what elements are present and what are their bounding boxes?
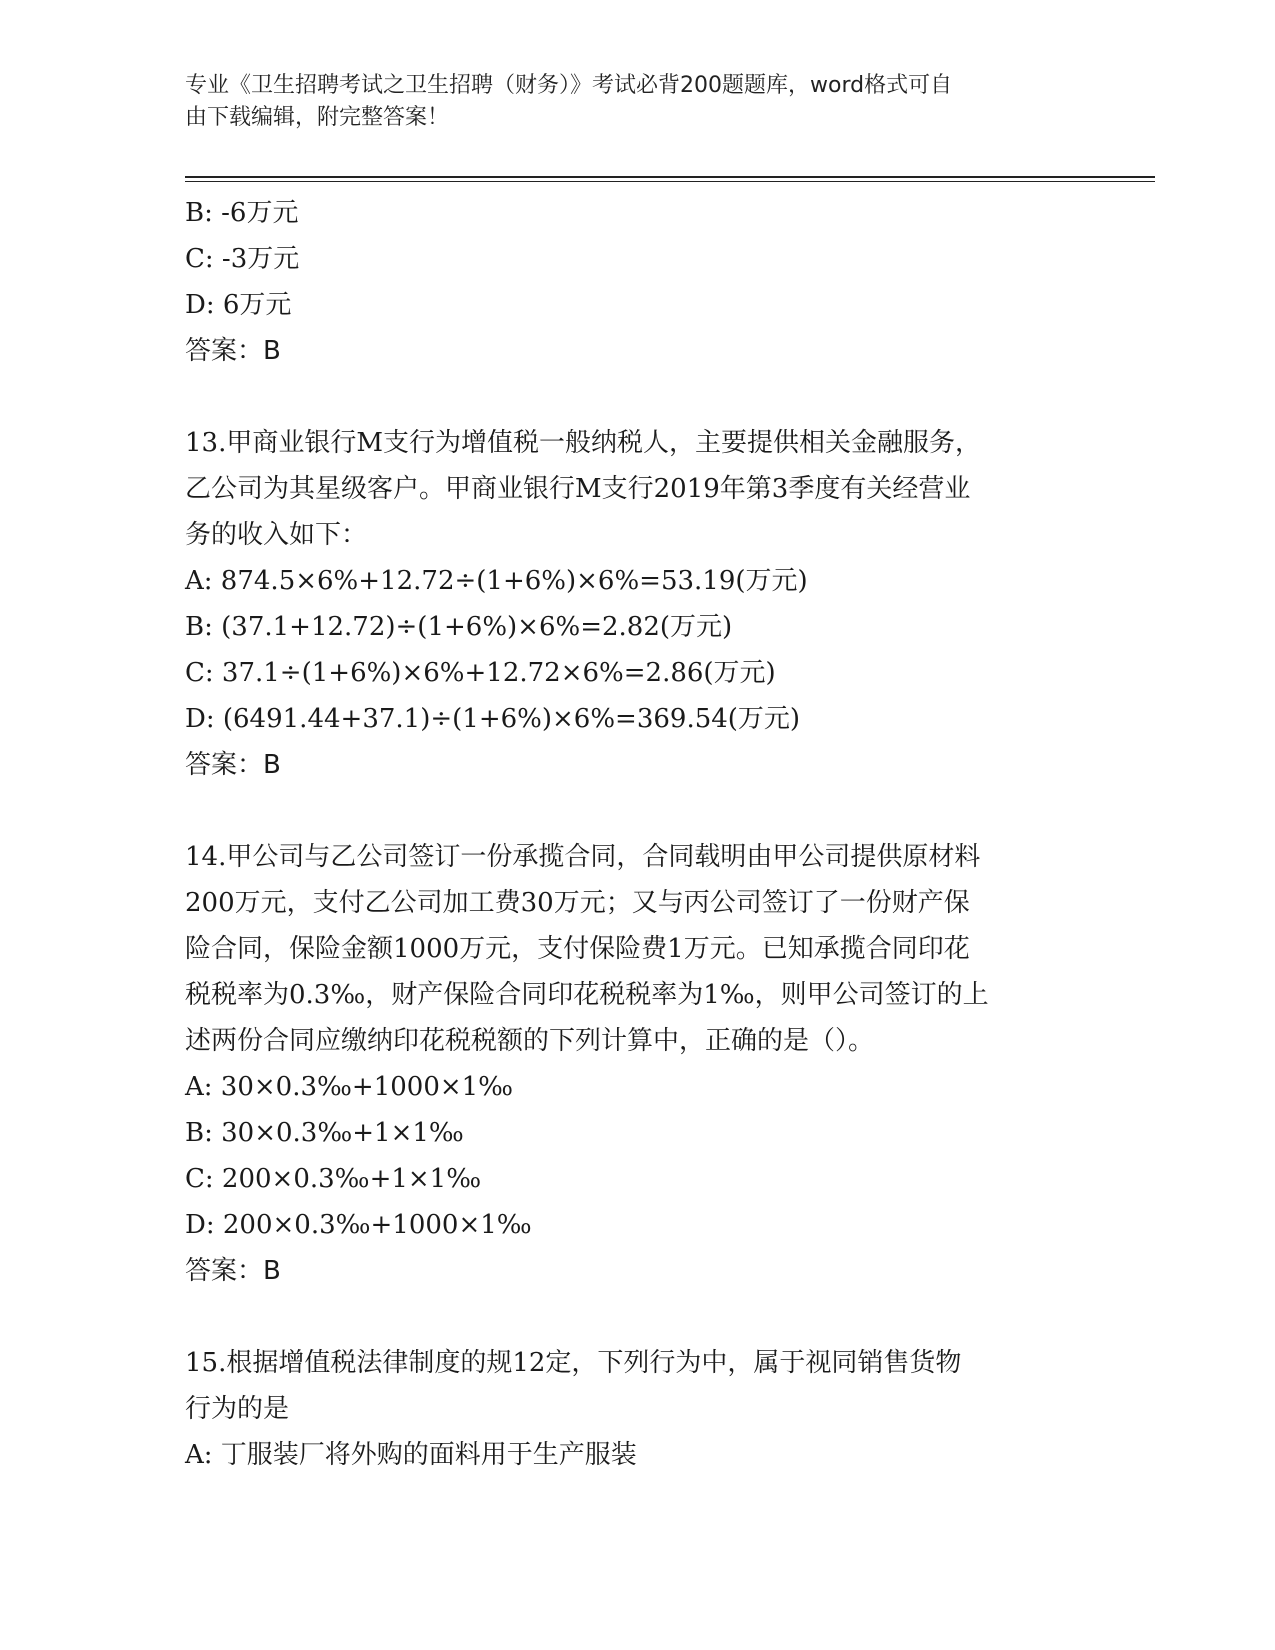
answer-line: 答案：B [185,336,281,366]
question-12-tail [185,190,1085,374]
question-text-line: 13.甲商业银行M支行为增值税一般纳税人，主要提供相关金融服务， [185,428,981,458]
header-line-1: 专业《卫生招聘考试之卫生招聘（财务）》考试必背200题题库，word格式可自 [185,73,953,98]
spacer [185,374,1085,420]
option-d: D: 6万元 [185,290,292,320]
option-c: C: 200×0.3‰+1×1‰ [185,1164,482,1194]
option-c: C: -3万元 [185,244,300,274]
question-text-line: 乙公司为其星级客户。甲商业银行M支行2019年第3季度有关经营业 [185,474,971,504]
question-14 [185,834,1085,1294]
answer-line: 答案：B [185,1256,281,1286]
question-text-line: 200万元，支付乙公司加工费30万元；又与丙公司签订了一份财产保 [185,888,970,918]
question-text-line: 务的收入如下： [185,520,368,550]
question-text-line: 15.根据增值税法律制度的规12定，下列行为中，属于视同销售货物 [185,1348,962,1378]
question-text-line: 行为的是 [185,1394,290,1424]
document-header [185,70,1085,134]
question-13 [185,420,1085,788]
option-d: D: (6491.44+37.1)÷(1+6%)×6%=369.54(万元) [185,704,801,734]
document-body [185,190,1085,1478]
question-text-line: 税税率为0.3‰，财产保险合同印花税税率为1‰，则甲公司签订的上 [185,980,989,1010]
question-text-line: 14.甲公司与乙公司签订一份承揽合同，合同载明由甲公司提供原材料 [185,842,981,872]
spacer [185,788,1085,834]
option-b: B: (37.1+12.72)÷(1+6%)×6%=2.82(万元) [185,612,733,642]
header-divider-thick [185,176,1155,178]
option-b: B: 30×0.3‰+1×1‰ [185,1118,464,1148]
option-b: B: -6万元 [185,198,299,228]
header-line-2: 由下载编辑，附完整答案！ [185,105,450,130]
option-a: A: 30×0.3‰+1000×1‰ [185,1072,514,1102]
option-a: A: 874.5×6%+12.72÷(1+6%)×6%=53.19(万元) [185,566,808,596]
header-divider-thin [185,181,1155,182]
option-d: D: 200×0.3‰+1000×1‰ [185,1210,532,1240]
answer-line: 答案：B [185,750,281,780]
spacer [185,1294,1085,1340]
question-text-line: 险合同，保险金额1000万元，支付保险费1万元。已知承揽合同印花 [185,934,970,964]
option-c: C: 37.1÷(1+6%)×6%+12.72×6%=2.86(万元) [185,658,776,688]
question-text-line: 述两份合同应缴纳印花税税额的下列计算中，正确的是（）。 [185,1026,875,1056]
question-15 [185,1340,1085,1478]
option-a: A: 丁服装厂将外购的面料用于生产服装 [185,1440,637,1470]
